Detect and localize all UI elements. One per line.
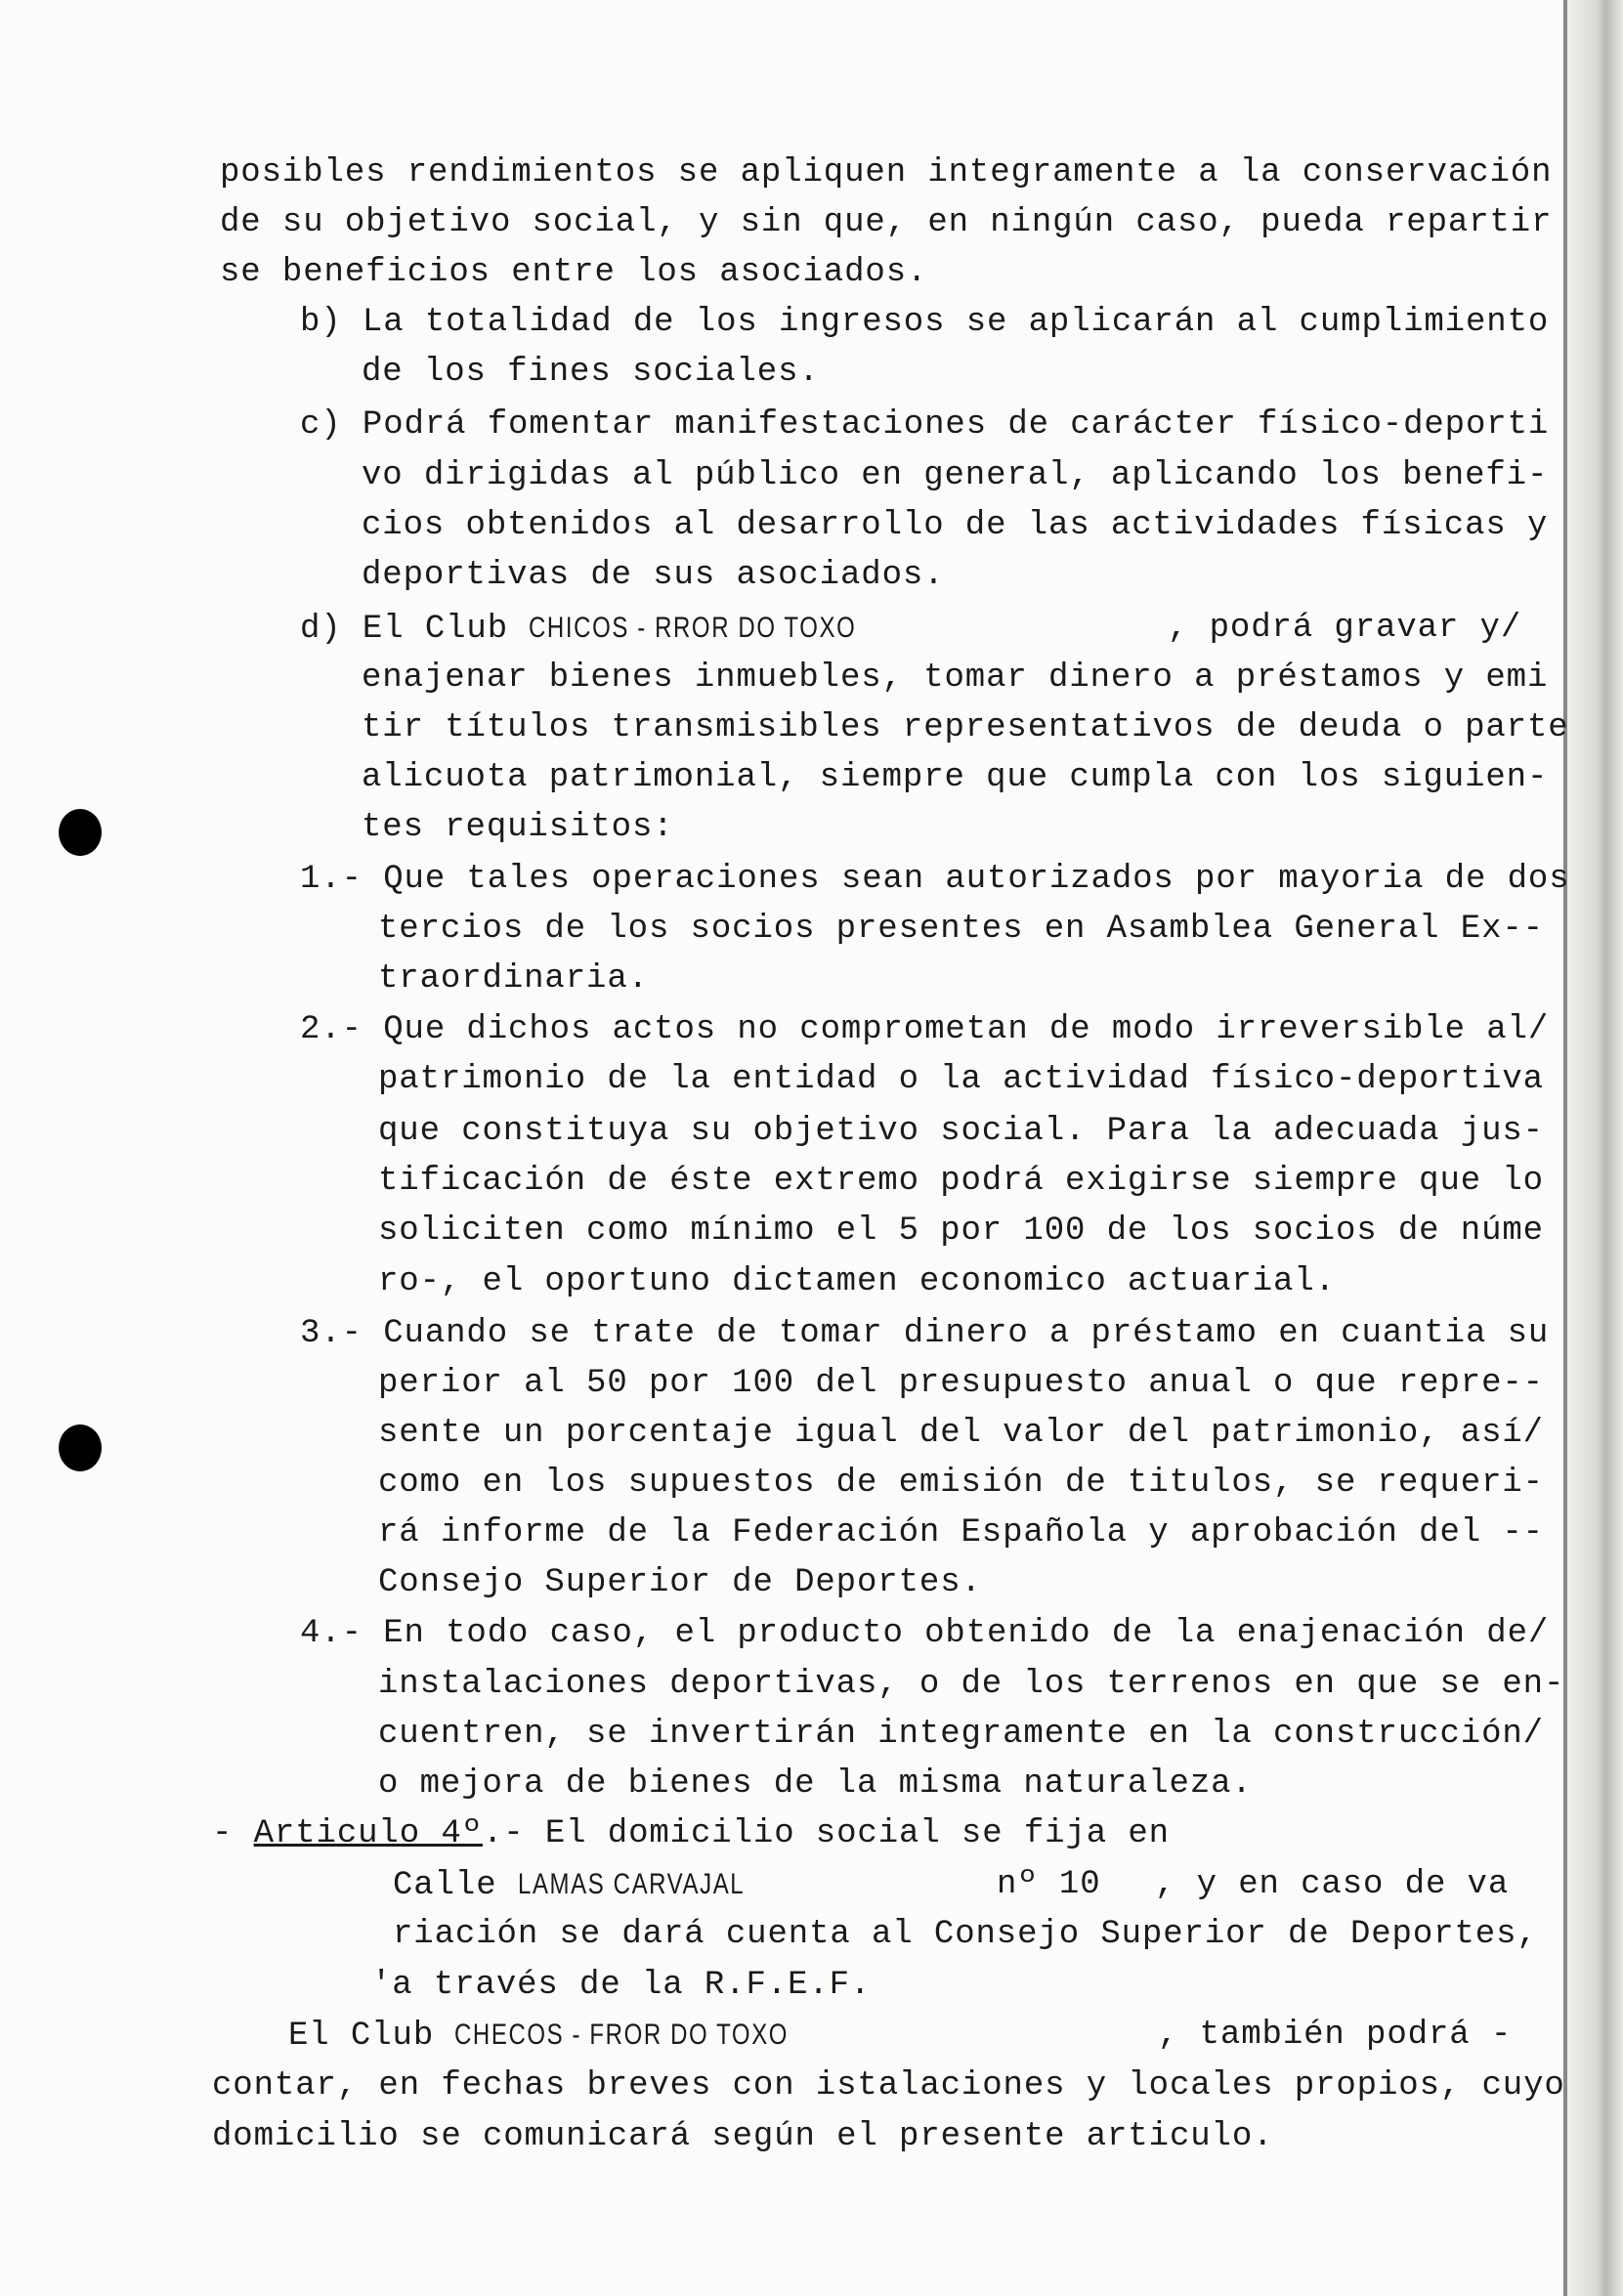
text-line: deportivas de sus asociados. xyxy=(362,557,945,594)
text-line: rá informe de la Federación Española y aprobación del -- xyxy=(378,1514,1544,1552)
text-line: domicilio se comunicará según el presente articulo. xyxy=(212,2118,1274,2155)
text-line: riación se dará cuenta al Consejo Superior de Deportes, xyxy=(393,1916,1538,1953)
text-line: 'a través de la R.F.E.F. xyxy=(371,1967,872,2004)
clause-b: b) La totalidad de los ingresos se aplicarán al cumplimiento xyxy=(300,304,1550,341)
text-line: como en los supuestos de emisión de titulos, se requeri- xyxy=(378,1465,1544,1502)
punch-hole xyxy=(59,1424,102,1471)
clause-d-suffix: , podrá gravar y/ xyxy=(1168,610,1522,647)
text-line: enajenar bienes inmuebles, tomar dinero a préstamos y emi xyxy=(362,659,1549,697)
requirement-1: 1.- Que tales operaciones sean autorizados por mayoria de dos xyxy=(300,861,1570,898)
text-line: Consejo Superior de Deportes. xyxy=(378,1564,982,1601)
text-line: que constituya su objetivo social. Para la adecuada jus- xyxy=(378,1113,1544,1150)
punch-hole xyxy=(59,809,102,856)
requirement-4: 4.- En todo caso, el producto obtenido de la enajenación de/ xyxy=(300,1615,1550,1652)
address-line xyxy=(393,1863,1516,1907)
text-line: traordinaria. xyxy=(378,960,649,998)
street-number: nº 10 xyxy=(997,1866,1101,1903)
address-prefix: Calle xyxy=(393,1867,518,1904)
text-line: perior al 50 por 100 del presupuesto anual o que repre-- xyxy=(378,1365,1544,1402)
requirement-3: 3.- Cuando se trate de tomar dinero a préstamo en cuantia su xyxy=(300,1315,1550,1352)
club-para-suffix: , también podrá - xyxy=(1158,2017,1513,2054)
text-line: contar, en fechas breves con istalaciones y locales propios, cuyo xyxy=(212,2067,1565,2105)
clause-d-prefix: d) El Club xyxy=(300,611,530,648)
text-line: o mejora de bienes de la misma naturaleza. xyxy=(378,1765,1253,1803)
club-paragraph xyxy=(288,2014,1513,2058)
text-line: tir títulos transmisibles representativos de deuda o parte xyxy=(362,709,1569,746)
text-line: cuentren, se invertirán integramente en la construcción/ xyxy=(378,1716,1544,1753)
text-line: cios obtenidos al desarrollo de las actividades físicas y xyxy=(362,507,1549,544)
text-line: soliciten como mínimo el 5 por 100 de los socios de núme xyxy=(378,1212,1544,1250)
text-line: vo dirigidas al público en general, aplicando los benefi- xyxy=(362,457,1549,494)
text-line: alicuota patrimonial, siempre que cumpla con los siguien- xyxy=(362,759,1549,796)
text-line: de su objetivo social, y sin que, en ningún caso, pueda repartir xyxy=(220,204,1553,241)
article-text: .- El domicilio social se fija en xyxy=(482,1815,1170,1852)
text-line: posibles rendimientos se apliquen integramente a la conservación xyxy=(220,154,1553,191)
clause-d xyxy=(300,607,1521,651)
text-line: instalaciones deportivas, o de los terrenos en que se en- xyxy=(378,1666,1565,1703)
text-line: ro-, el oportuno dictamen economico actuarial. xyxy=(378,1263,1336,1300)
text-line: tercios de los socios presentes en Asamblea General Ex-- xyxy=(378,911,1544,948)
text-line: patrimonio de la entidad o la actividad físico-deportiva xyxy=(378,1061,1544,1098)
club-para-prefix: El Club xyxy=(288,2018,455,2055)
street-name: LAMAS CARVAJAL xyxy=(517,1868,746,1900)
text-line: de los fines sociales. xyxy=(362,354,820,391)
article-4-heading xyxy=(212,1812,1170,1855)
text-line: se beneficios entre los asociados. xyxy=(220,254,928,291)
address-suffix: , y en caso de va xyxy=(1155,1866,1510,1903)
text-line: sente un porcentaje igual del valor del patrimonio, así/ xyxy=(378,1415,1544,1452)
dash: - xyxy=(212,1815,254,1852)
clause-c: c) Podrá fomentar manifestaciones de carácter físico-deporti xyxy=(300,406,1550,444)
page-edge-line xyxy=(1563,0,1567,2296)
article-label: Articulo 4º xyxy=(253,1815,483,1852)
requirement-2: 2.- Que dichos actos no comprometan de modo irreversible al/ xyxy=(300,1011,1550,1048)
text-line: tes requisitos: xyxy=(362,809,674,846)
club-name: CHICOS - RROR DO TOXO xyxy=(529,612,857,644)
text-line: tificación de éste extremo podrá exigirse siempre que lo xyxy=(378,1163,1544,1200)
page-edge-shadow xyxy=(1564,0,1623,2296)
club-name: CHECOS - FROR DO TOXO xyxy=(454,2019,790,2051)
